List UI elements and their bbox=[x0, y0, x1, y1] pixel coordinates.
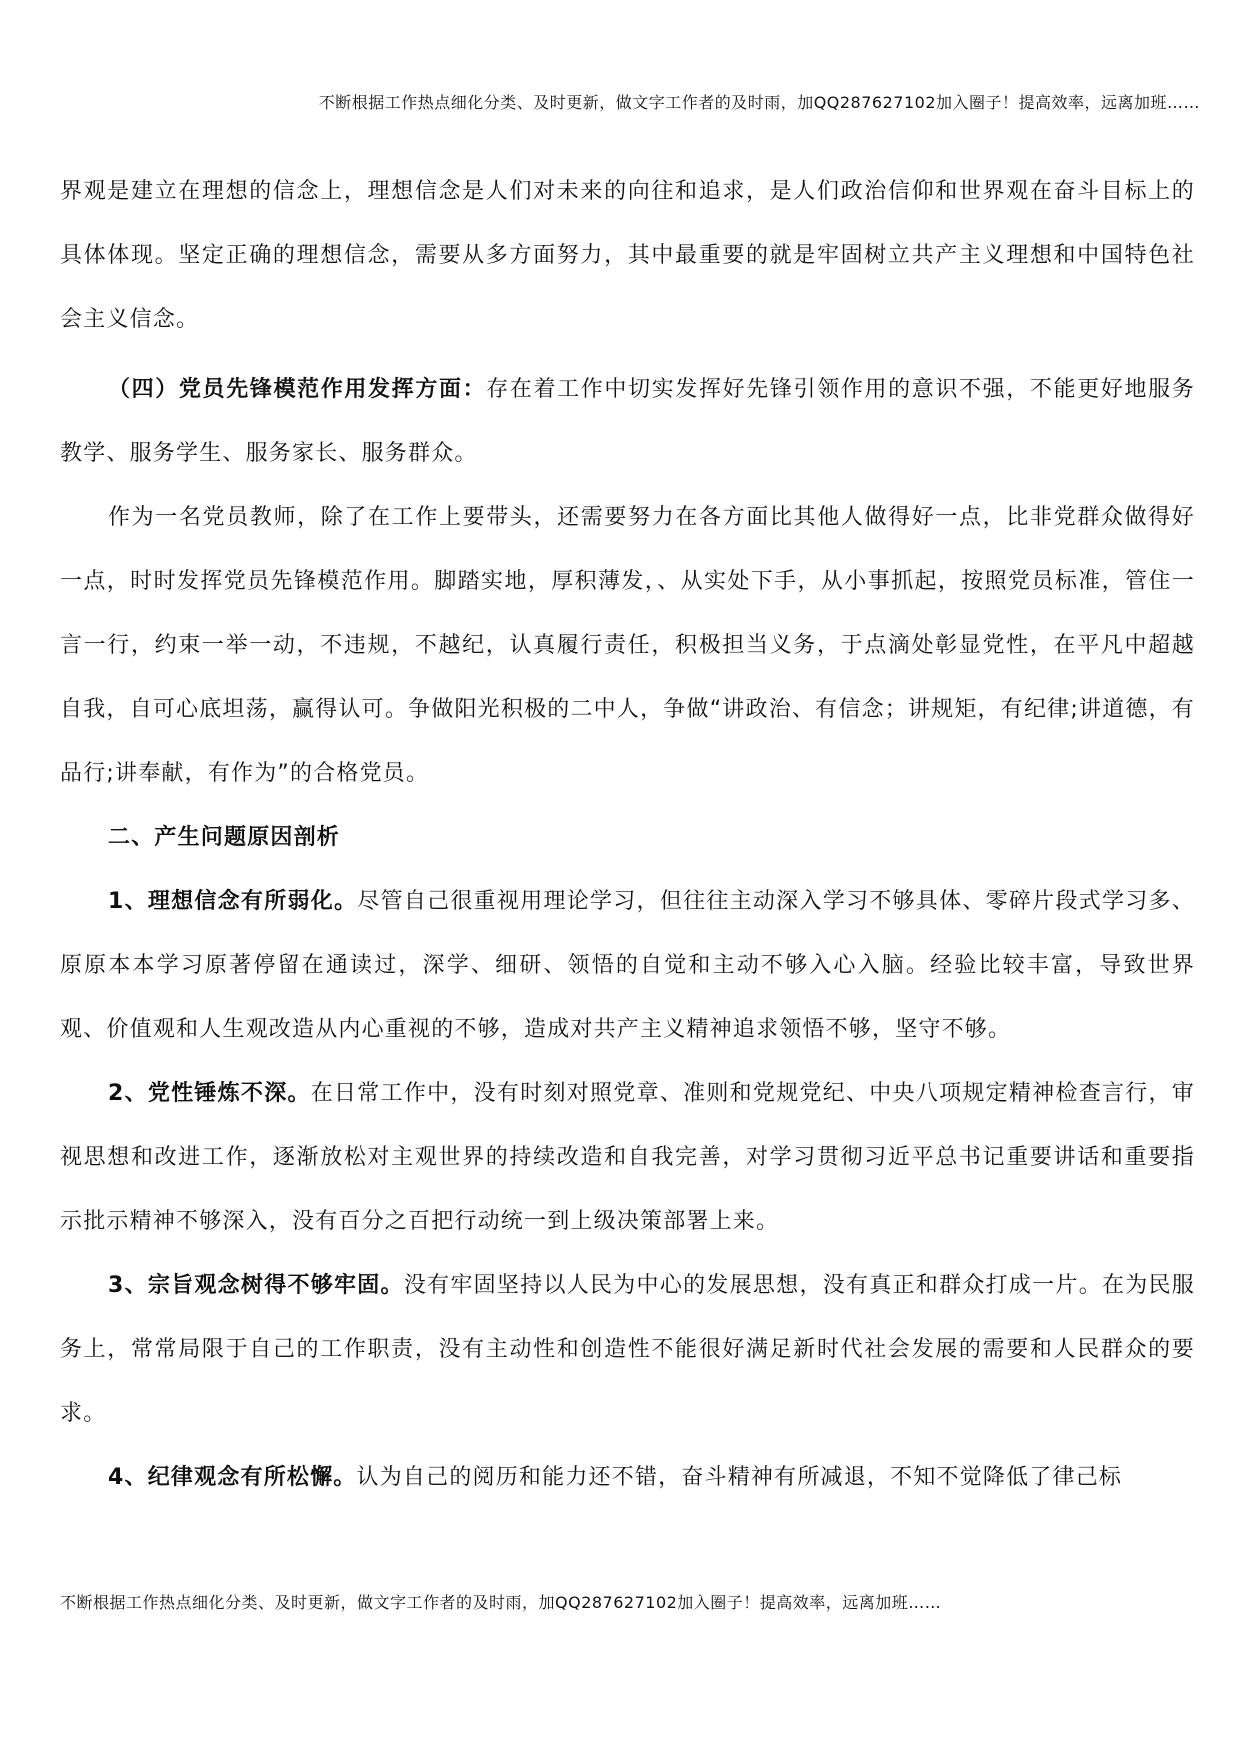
paragraph-cause-2 bbox=[60, 1062, 1195, 1254]
footer-note: 不断根据工作热点细化分类、及时更新，做文字工作者的及时雨，加QQ287627102加入圈子！提高效率，远离加班…… bbox=[60, 1593, 942, 1612]
paragraph-cause-1 bbox=[60, 870, 1195, 1062]
paragraph-heading: 1、理想信念有所弱化。 bbox=[108, 889, 358, 914]
paragraph-text: 尽管自己很重视用理论学习，但往往主动深入学习不够具体、零碎片段式学习多、原原本本学习原著停留在通读过，深学、细研、领悟的自觉和主动不够入心入脑。经验比较丰富，导致世界观、价值观和人生观改造从内心重视的不够，造成对共产主义精神追求领悟不够，坚守不够。 bbox=[60, 889, 1195, 1042]
paragraph-text: 作为一名党员教师，除了在工作上要带头，还需要努力在各方面比其他人做得好一点，比非党群众做得好一点，时时发挥党员先锋模范作用。脚踏实地，厚积薄发，、从实处下手，从小事抓起，按照党员标准，管住一言一行，约束一举一动，不违规，不越纪，认真履行责任，积极担当义务，于点滴处彰显党性，在平凡中超越自我，自可心底坦荡，赢得认可。争做阳光积极的二中人，争做“讲政治、有信念；讲规矩，有纪律;讲道德，有品行;讲奉献，有作为”的合格党员。 bbox=[60, 505, 1195, 786]
paragraph-text: 界观是建立在理想的信念上，理想信念是人们对未来的向往和追求，是人们政治信仰和世界观在奋斗目标上的具体体现。坚定正确的理想信念，需要从多方面努力，其中最重要的就是牢固树立共产主义理想和中国特色社会主义信念。 bbox=[60, 179, 1195, 332]
paragraph-party-member-role bbox=[60, 358, 1195, 486]
paragraph-text: 没有牢固坚持以人民为中心的发展思想，没有真正和群众打成一片。在为民服务上，常常局限于自己的工作职责，没有主动性和创造性不能很好满足新时代社会发展的需要和人民群众的要求。 bbox=[60, 1273, 1195, 1426]
paragraph-text: 认为自己的阅历和能力还不错，奋斗精神有所减退，不知不觉降低了律己标 bbox=[356, 1465, 1123, 1490]
document-body bbox=[60, 160, 1195, 1510]
paragraph-heading: （四）党员先锋模范作用发挥方面： bbox=[108, 377, 487, 402]
paragraph-text: 存在着工作中切实发挥好先锋引领作用的意识不强，不能更好地服务教学、服务学生、服务家长、服务群众。 bbox=[60, 377, 1195, 466]
paragraph-heading: 2、党性锤炼不深。 bbox=[108, 1081, 311, 1106]
header-note: 不断根据工作热点细化分类、及时更新，做文字工作者的及时雨，加QQ287627102加入圈子！提高效率，远离加班…… bbox=[318, 93, 1200, 112]
paragraph-teacher-example bbox=[60, 486, 1195, 806]
paragraph-cause-3 bbox=[60, 1254, 1195, 1446]
paragraph-heading: 4、纪律观念有所松懈。 bbox=[108, 1465, 357, 1490]
paragraph-continuation bbox=[60, 160, 1195, 352]
paragraph-heading: 3、宗旨观念树得不够牢固。 bbox=[108, 1273, 404, 1298]
paragraph-cause-4 bbox=[60, 1446, 1195, 1510]
section-title: 二、产生问题原因剖析 bbox=[108, 825, 341, 850]
paragraph-text: 在日常工作中，没有时刻对照党章、准则和党规党纪、中央八项规定精神检查言行，审视思想和改进工作，逐渐放松对主观世界的持续改造和自我完善，对学习贯彻习近平总书记重要讲话和重要指示批示精神不够深入，没有百分之百把行动统一到上级决策部署上来。 bbox=[60, 1081, 1196, 1234]
